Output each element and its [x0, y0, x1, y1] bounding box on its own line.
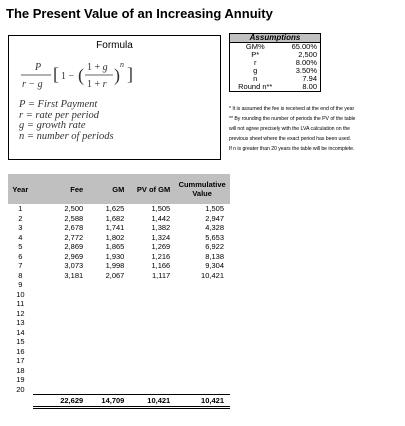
- table-cell[interactable]: [87, 280, 127, 290]
- table-cell[interactable]: [174, 347, 230, 357]
- footnote: * It is assumed the fee is received at the end of the year: [229, 106, 355, 112]
- table-cell[interactable]: 2,947: [205, 213, 224, 223]
- table-cell[interactable]: [174, 299, 230, 309]
- table-row: [8, 299, 230, 309]
- table-row: [8, 328, 230, 338]
- table-cell[interactable]: 1,117: [152, 270, 171, 280]
- assumptions-table: [229, 33, 321, 92]
- table-cell[interactable]: 3: [18, 223, 23, 232]
- table-cell[interactable]: 8,138: [205, 251, 224, 261]
- svg-text:(: (: [78, 65, 84, 85]
- table-cell[interactable]: [87, 309, 127, 319]
- table-cell[interactable]: [127, 318, 174, 328]
- table-row: [8, 271, 230, 281]
- table-cell[interactable]: 1,382: [151, 223, 171, 232]
- table-cell[interactable]: 12: [16, 308, 25, 318]
- svg-text:]: ]: [127, 64, 133, 84]
- table-cell[interactable]: 2: [18, 213, 23, 223]
- assumptions-heading: Assumptions: [230, 34, 321, 43]
- table-cell[interactable]: [87, 347, 127, 357]
- table-cell[interactable]: [127, 337, 174, 347]
- table-cell[interactable]: [33, 299, 87, 309]
- table-cell[interactable]: [127, 309, 174, 319]
- table-cell[interactable]: 14: [16, 327, 25, 337]
- table-cell[interactable]: [174, 356, 230, 366]
- table-cell[interactable]: 1,930: [105, 251, 125, 261]
- definition-line: n = number of periods: [19, 130, 114, 142]
- table-cell[interactable]: 8: [18, 270, 23, 280]
- table-row: [8, 233, 230, 243]
- svg-text:P: P: [35, 62, 42, 73]
- table-cell[interactable]: 10: [16, 289, 25, 299]
- assumption-value[interactable]: 65.00%: [280, 43, 320, 52]
- table-cell[interactable]: [87, 385, 127, 395]
- table-cell[interactable]: 10,421: [201, 270, 224, 280]
- footnote: will not agree precisely with the LVA calculation on the: [229, 126, 350, 132]
- assumption-label: r: [230, 59, 281, 67]
- table-row: [8, 375, 230, 385]
- table-row: [8, 337, 230, 347]
- table-cell[interactable]: 5,653: [205, 232, 224, 242]
- table-cell[interactable]: 13: [16, 318, 25, 327]
- definition-line: g = growth rate: [19, 120, 86, 131]
- table-cell[interactable]: 2,067: [105, 270, 125, 280]
- table-header-row: [8, 174, 230, 204]
- table-cell[interactable]: [33, 318, 87, 328]
- table-cell[interactable]: 9,304: [205, 261, 224, 270]
- table-cell[interactable]: [33, 328, 87, 338]
- annuity-table: [8, 174, 230, 409]
- assumption-value[interactable]: 7.94: [280, 75, 320, 83]
- total-cell: 22,629: [33, 395, 87, 408]
- assumption-label: Round n**: [230, 83, 281, 92]
- definition-line: P = First Payment: [19, 99, 98, 110]
- column-header-cumulative-value: Cummulative Value: [174, 174, 230, 204]
- table-cell[interactable]: 1,682: [105, 213, 125, 223]
- table-cell[interactable]: [174, 375, 230, 385]
- table-cell[interactable]: 1,998: [105, 261, 125, 270]
- table-cell[interactable]: 18: [16, 365, 25, 375]
- table-cell[interactable]: 2,869: [64, 242, 84, 251]
- table-cell[interactable]: 4: [18, 232, 23, 242]
- table-cell[interactable]: [127, 328, 174, 338]
- assumption-label: GM%: [230, 43, 281, 52]
- table-cell[interactable]: [127, 385, 174, 395]
- table-cell[interactable]: [174, 337, 230, 347]
- table-cell[interactable]: 4,328: [205, 223, 224, 232]
- svg-text:1 −: 1 −: [61, 71, 75, 82]
- svg-text:1 + g: 1 + g: [87, 62, 108, 73]
- assumption-value[interactable]: 8.00: [280, 83, 320, 92]
- footnote: ** By rounding the number of periods the PV of the table: [229, 116, 356, 122]
- assumption-value[interactable]: 8.00%: [280, 59, 320, 67]
- table-cell[interactable]: 2,500: [64, 204, 84, 213]
- table-cell[interactable]: 3,181: [64, 270, 84, 280]
- footnote: previous sheet where the exact period has been used.: [229, 136, 351, 142]
- table-row: [8, 318, 230, 328]
- table-cell[interactable]: [33, 280, 87, 290]
- total-cell: 14,709: [87, 395, 127, 408]
- table-cell[interactable]: [33, 290, 87, 300]
- total-cell: [8, 395, 33, 408]
- table-cell[interactable]: 1,442: [151, 213, 171, 223]
- totals-row: [8, 395, 230, 408]
- table-cell[interactable]: [127, 375, 174, 385]
- table-row: [8, 356, 230, 366]
- table-cell[interactable]: [87, 337, 127, 347]
- table-cell[interactable]: 1,505: [205, 204, 224, 213]
- table-cell[interactable]: 6: [18, 251, 23, 261]
- table-row: [8, 223, 230, 233]
- table-cell[interactable]: [127, 356, 174, 366]
- table-cell[interactable]: [87, 375, 127, 385]
- table-cell[interactable]: [33, 375, 87, 385]
- table-cell[interactable]: [174, 309, 230, 319]
- table-cell[interactable]: 11: [16, 299, 25, 308]
- table-row: [8, 242, 230, 252]
- table-cell[interactable]: 16: [16, 346, 25, 356]
- assumption-label: P*: [230, 51, 281, 59]
- total-cell: 10,421: [174, 395, 230, 408]
- table-row: [8, 309, 230, 319]
- table-cell[interactable]: 1: [18, 204, 23, 213]
- table-cell[interactable]: [33, 356, 87, 366]
- table-row: [8, 347, 230, 357]
- table-row: [8, 366, 230, 376]
- table-cell[interactable]: [87, 318, 127, 328]
- assumption-value[interactable]: 2,500: [280, 51, 320, 59]
- table-cell[interactable]: 1,505: [151, 204, 171, 213]
- table-cell[interactable]: 1,216: [151, 251, 171, 261]
- table-cell[interactable]: [87, 328, 127, 338]
- footnote: If n is greater than 20 years the table will be incomplete.: [229, 146, 355, 152]
- column-header-pv-of-gm: PV of GM: [127, 174, 174, 204]
- column-header-gm: GM: [87, 174, 127, 204]
- table-row: [8, 214, 230, 224]
- svg-text:n: n: [120, 60, 124, 69]
- table-cell[interactable]: 17: [16, 356, 25, 365]
- formula-image: [19, 56, 214, 96]
- table-cell[interactable]: 7: [18, 261, 23, 270]
- page-title: The Present Value of an Increasing Annuity: [6, 6, 273, 21]
- table-row: [8, 290, 230, 300]
- table-row: [8, 385, 230, 395]
- table-cell[interactable]: 1,324: [151, 232, 171, 242]
- assumption-value[interactable]: 3.50%: [280, 67, 320, 75]
- definition-line: r = rate per period: [19, 109, 99, 121]
- table-cell[interactable]: 2,969: [64, 251, 84, 261]
- table-cell[interactable]: [174, 290, 230, 300]
- table-cell[interactable]: 1,802: [105, 232, 125, 242]
- table-cell[interactable]: 9: [18, 280, 23, 289]
- table-cell[interactable]: [33, 309, 87, 319]
- table-cell[interactable]: 2,678: [64, 223, 84, 232]
- svg-text:1 + r: 1 + r: [87, 79, 107, 90]
- table-row: [8, 261, 230, 271]
- table-cell[interactable]: [127, 299, 174, 309]
- table-cell[interactable]: 3,073: [64, 261, 84, 270]
- table-row: [8, 204, 230, 214]
- svg-text:): ): [114, 65, 120, 85]
- formula-heading: Formula: [96, 40, 133, 51]
- table-cell[interactable]: 5: [18, 242, 23, 251]
- table-cell[interactable]: [127, 366, 174, 376]
- table-cell[interactable]: 2,772: [64, 232, 84, 242]
- table-cell[interactable]: [33, 385, 87, 395]
- table-cell[interactable]: [174, 318, 230, 328]
- table-cell[interactable]: 1,741: [105, 223, 125, 232]
- table-row: [8, 252, 230, 262]
- table-cell[interactable]: [174, 385, 230, 395]
- table-cell[interactable]: [33, 337, 87, 347]
- table-cell[interactable]: [127, 280, 174, 290]
- table-cell[interactable]: [33, 366, 87, 376]
- footnotes: [229, 104, 403, 154]
- table-cell[interactable]: 6,922: [205, 242, 224, 251]
- table-row: [8, 280, 230, 290]
- svg-text:r − g: r − g: [22, 79, 43, 90]
- table-cell[interactable]: [127, 290, 174, 300]
- table-cell[interactable]: [87, 299, 127, 309]
- table-cell[interactable]: 20: [16, 384, 25, 394]
- svg-text:[: [: [53, 64, 59, 84]
- table-cell[interactable]: [87, 290, 127, 300]
- table-cell[interactable]: [174, 328, 230, 338]
- table-cell[interactable]: [174, 280, 230, 290]
- table-cell[interactable]: 15: [16, 337, 25, 346]
- table-cell[interactable]: [127, 347, 174, 357]
- formula-definitions: [19, 100, 114, 142]
- table-cell[interactable]: [87, 366, 127, 376]
- column-header-year: Year: [8, 174, 33, 204]
- table-cell[interactable]: 1,269: [151, 242, 171, 251]
- total-cell: 10,421: [127, 395, 174, 408]
- table-cell[interactable]: 19: [16, 375, 25, 384]
- table-cell[interactable]: 1,865: [105, 242, 125, 251]
- table-cell[interactable]: 2,588: [64, 213, 84, 223]
- assumption-label: g: [230, 67, 281, 75]
- table-cell[interactable]: 1,625: [105, 204, 125, 213]
- table-cell[interactable]: 1,166: [151, 261, 171, 270]
- assumption-label: n: [230, 75, 281, 83]
- formula-box: [8, 35, 221, 160]
- column-header-fee: Fee: [33, 174, 87, 204]
- table-cell[interactable]: [33, 347, 87, 357]
- table-cell[interactable]: [174, 366, 230, 376]
- table-cell[interactable]: [87, 356, 127, 366]
